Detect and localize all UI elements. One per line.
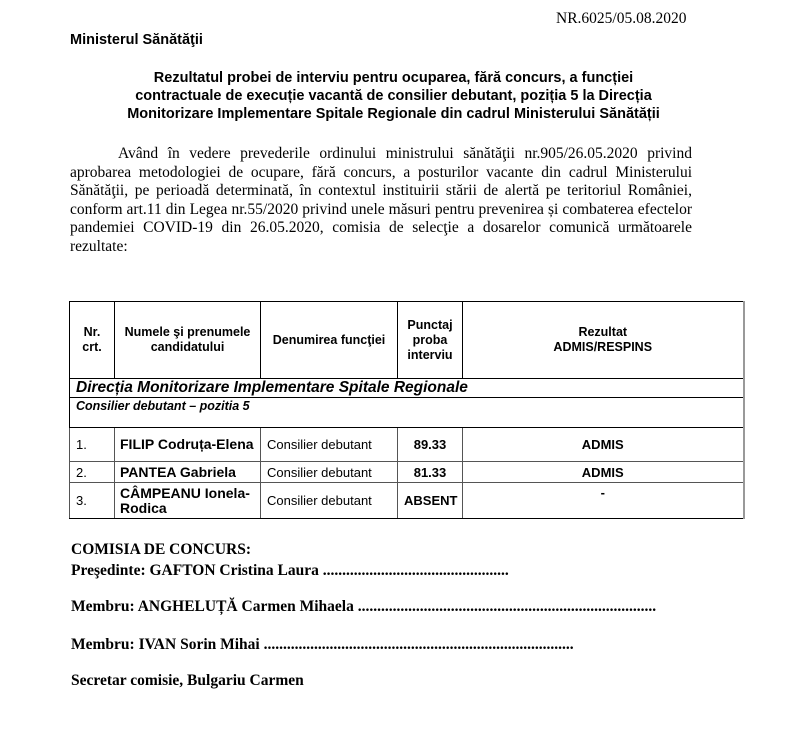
title-line: contractuale de execuție vacantă de consilier debutant, poziția 5 la Direcția <box>135 88 652 104</box>
committee-member-2: Membru: IVAN Sorin Mihai ................................................................................ <box>71 636 574 653</box>
intro-paragraph <box>70 145 692 257</box>
row-nr: 3. <box>70 483 115 519</box>
table-header-row <box>70 302 744 379</box>
row-nr: 2. <box>70 462 115 483</box>
committee-secretary: Secretar comisie, Bulgariu Carmen <box>71 672 304 689</box>
candidate-name: PANTEA Gabriela <box>115 462 261 483</box>
function-name: Consilier debutant <box>261 428 398 462</box>
committee-president: Preşedinte: GAFTON Cristina Laura ................................................ <box>71 562 509 579</box>
table-row <box>70 428 744 462</box>
subsection-row <box>70 398 744 428</box>
committee-heading: COMISIA DE CONCURS: <box>71 541 251 558</box>
title-line: Monitorizare Implementare Spitale Regionale din cadrul Ministerului Sănătății <box>127 106 660 122</box>
interview-score: 81.33 <box>398 462 463 483</box>
interview-score: ABSENT <box>398 483 463 519</box>
intro-text: Având în vedere prevederile ordinului ministrului sănătăţii nr.905/26.05.2020 privind aprobarea metodologiei de ocupare, fără concurs, a posturilor vacante din cadrul Ministerului Sănătăţii, pe perioadă determinată, în contextul instituirii stării de alertă pe teritoriul României, conform art.11 din Legea nr.55/2020 privind unele măsuri pentru prevenirea și combaterea efectelor pandemiei COVID-19 din 26.05.2020, comisia de selecţie a dosarelor comunică următoarele rezultate: <box>70 145 692 255</box>
table-row <box>70 462 744 483</box>
candidate-name: FILIP Codruța-Elena <box>115 428 261 462</box>
header-result <box>463 302 744 379</box>
title-line: Rezultatul probei de interviu pentru ocuparea, fără concurs, a funcției <box>153 70 634 86</box>
header-nr: Nr. crt. <box>70 302 115 379</box>
document-number: NR.6025/05.08.2020 <box>556 10 687 27</box>
row-nr: 1. <box>70 428 115 462</box>
table-row <box>70 483 744 519</box>
subsection-title: Consilier debutant – pozitia 5 <box>70 398 744 428</box>
section-title: Direcția Monitorizare Implementare Spitale Regionale <box>70 379 744 398</box>
interview-score: 89.33 <box>398 428 463 462</box>
header-score: Punctaj proba interviu <box>398 302 463 379</box>
header-function: Denumirea funcţiei <box>261 302 398 379</box>
document-title <box>60 69 727 123</box>
function-name: Consilier debutant <box>261 483 398 519</box>
header-result-label: Rezultat <box>578 325 628 339</box>
section-row <box>70 379 744 398</box>
results-table <box>69 301 745 519</box>
institution-name: Ministerul Sănătăţii <box>70 32 203 48</box>
result-status: ADMIS <box>463 462 744 483</box>
header-result-options: ADMIS/RESPINS <box>553 340 653 354</box>
function-name: Consilier debutant <box>261 462 398 483</box>
header-name: Numele şi prenumele candidatului <box>115 302 261 379</box>
candidate-name: CÂMPEANU Ionela-Rodica <box>115 483 261 519</box>
result-status: - <box>463 483 744 519</box>
result-status: ADMIS <box>463 428 744 462</box>
committee-member-1: Membru: ANGHELUȚĂ Carmen Mihaela ............................................................................. <box>71 598 657 615</box>
